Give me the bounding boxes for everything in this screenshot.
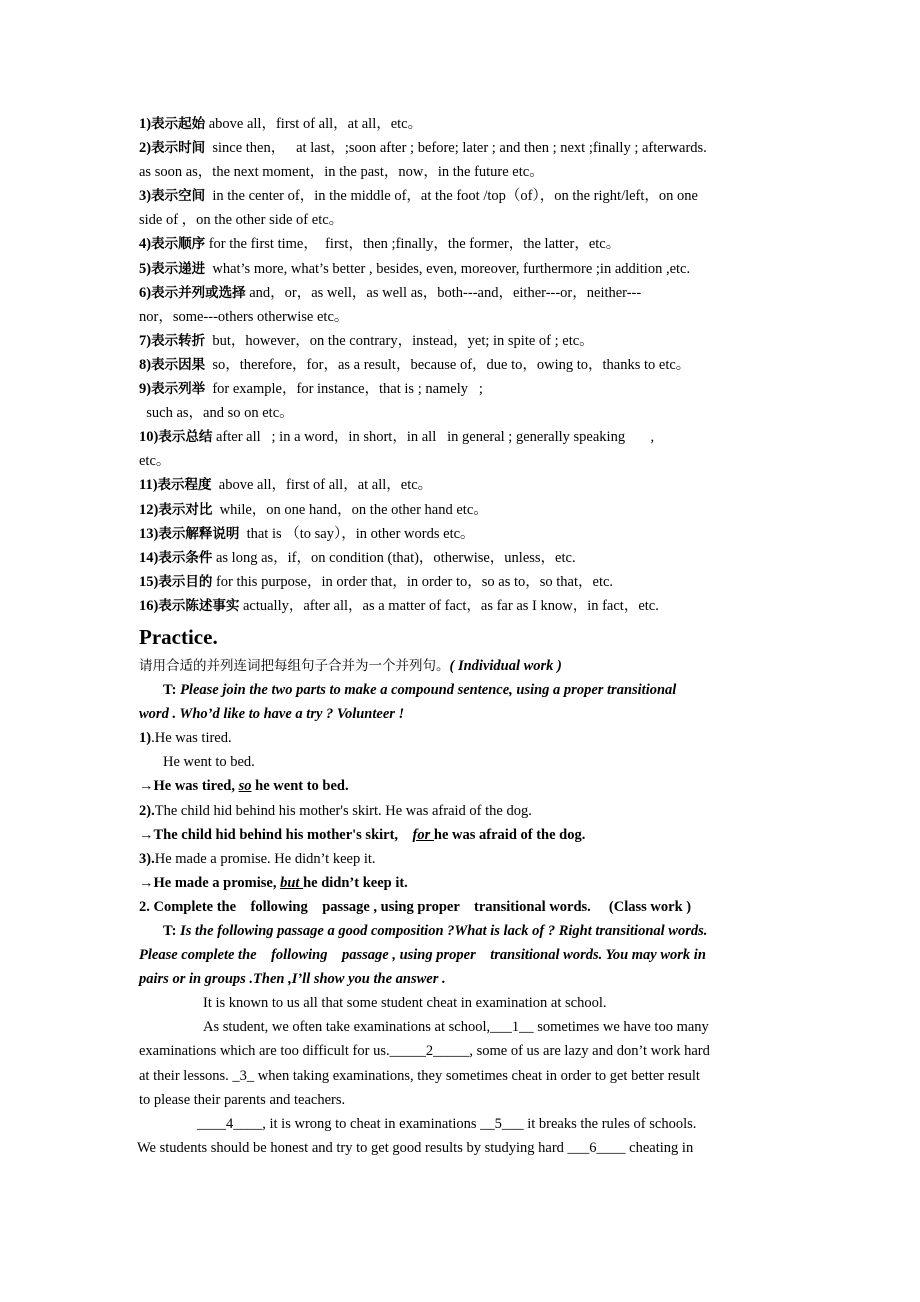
connective-category: 表示转折 [151,332,206,349]
connective-category: 表示解释说明 [158,525,240,542]
connective-continuation: as soon as，the next moment，in the past，now，in the future etc。 [139,164,544,181]
connective-number: 16) [139,597,159,614]
connective-item [139,425,784,449]
answer-conjunction: so [238,778,252,795]
document-body [139,112,784,1160]
connective-number: 8) [139,356,152,373]
connective-words: after all ; in a word，in short，in all in general ; generally speaking , [212,429,655,446]
connective-category: 表示时间 [151,140,206,157]
connective-item [139,184,784,208]
connective-item [139,329,784,353]
exercise-number: 1) [139,730,152,747]
connective-item [139,594,784,618]
passage-paragraph-3-line2: We students should be honest and try to get good results by studying hard ___6____ cheating in [137,1139,694,1156]
teacher-label: T: [163,923,177,939]
connective-number: 15) [139,573,159,590]
connective-continuation: such as，and so on etc。 [139,405,294,422]
connective-number: 3) [139,188,152,205]
connective-words: since then， at last，;soon after ; before; later ; and then ; next ;finally ; afterwards. [205,140,707,157]
connective-words: as long as，if，on condition (that)，otherwise，unless，etc. [212,549,576,566]
connective-category: 表示起始 [151,116,206,132]
connective-item [139,522,784,546]
exercise-sentence: .He was tired. [151,730,232,747]
connective-words: actually，after all，as a matter of fact，as far as I know，in fact，etc. [239,597,659,614]
connective-item [139,473,784,497]
task-2-prompt-line1 [139,919,784,943]
connective-number: 5) [139,260,152,277]
exercise-number: 3). [139,850,155,867]
answer-text: he went to bed. [251,778,349,795]
teacher-prompt-line1 [139,678,784,702]
passage-paragraph-2-line1: As student, we often take examinations at school,___1__ sometimes we have too many [203,1019,709,1036]
answer-text: he was afraid of the dog. [433,826,586,843]
connective-number: 9) [139,381,152,398]
connective-number: 13) [139,525,159,542]
connective-item [139,353,784,377]
exercise-2-answer [139,823,784,847]
connective-category: 表示陈述事实 [158,597,240,614]
answer-text: →He was tired, [139,778,239,795]
passage-paragraph-3-line1: ____4____, it is wrong to cheat in examinations __5___ it breaks the rules of schools. [197,1115,697,1132]
connective-category: 表示条件 [158,549,213,566]
exercise-3-answer [139,871,784,895]
connective-item [139,498,784,522]
instruction-cn: 请用合适的并列连词把每组句子合并为一个并列句。 [139,657,450,674]
passage-paragraph-2-line4: to please their parents and teachers. [139,1091,346,1108]
teacher-prompt-line2: word . Who’d like to have a try ? Volunteer ! [139,706,405,723]
instruction-en: ( Individual work ) [449,657,562,674]
exercise-1-b: He went to bed. [163,754,255,771]
exercise-sentence: He made a promise. He didn’t keep it. [154,850,376,867]
connective-words: for the first time， first，then ;finally，the former，the latter，etc。 [205,236,621,253]
connective-item [139,232,784,256]
connective-continuation: nor，some---others otherwise etc。 [139,308,349,325]
connective-category: 表示因果 [151,356,206,373]
task-2-title: 2. Complete the following passage , using proper transitional words. (Class work ) [139,898,692,915]
task-2-prompt-line2: Please complete the following passage , using proper transitional words. You may work in [139,947,706,964]
connective-number: 10) [139,429,159,446]
connective-words: that is （to say），in other words etc。 [239,525,475,542]
passage-paragraph-2-line3: at their lessons. _3_ when taking examinations, they sometimes cheat in order to get better result [139,1067,700,1084]
connective-continuation: side of ，on the other side of etc。 [139,212,344,229]
connective-category: 表示列举 [151,381,206,398]
connective-item [139,377,784,401]
connective-number: 12) [139,501,159,518]
connective-words: for this purpose，in order that，in order to，so as to，so that，etc. [212,573,614,590]
passage-paragraph-2-line2: examinations which are too difficult for us._____2_____, some of us are lazy and don’t work hard [139,1043,710,1060]
connective-category: 表示顺序 [151,236,206,253]
connective-category: 表示目的 [158,573,213,590]
connective-item [139,570,784,594]
teacher-prompt-text: Please join the two parts to make a compound sentence, using a proper transitional [176,682,677,699]
connective-category: 表示对比 [158,501,213,518]
task-2-prompt-line3: pairs or in groups .Then ,I’ll show you the answer . [139,971,446,988]
practice-heading: Practice. [139,624,218,649]
answer-conjunction: for [412,826,434,843]
exercise-1-a [139,726,784,750]
connective-category: 表示并列或选择 [151,284,246,301]
connective-number: 4) [139,236,152,253]
connective-continuation: etc。 [139,453,171,470]
connective-words: so，therefore，for，as a result，because of，due to，owing to，thanks to etc。 [205,356,691,373]
connective-category: 表示递进 [151,260,206,277]
exercise-2 [139,799,784,823]
answer-text: →He made a promise, [139,874,281,891]
exercise-sentence: The child hid behind his mother's skirt. He was afraid of the dog. [154,802,532,819]
connective-item [139,257,784,281]
connective-item [139,281,784,305]
connective-number: 14) [139,549,159,566]
teacher-prompt-text: Is the following passage a good composition ?What is lack of ? Right transitional words. [176,923,708,939]
exercise-1-answer [139,774,784,798]
connective-number: 1) [139,116,152,132]
exercise-3 [139,847,784,871]
connective-number: 7) [139,332,152,349]
connective-category: 表示程度 [157,477,212,494]
connective-category: 表示空间 [151,188,206,205]
connective-item [139,136,784,160]
teacher-label: T: [163,682,177,699]
connective-number: 11) [139,477,158,494]
answer-text: he didn’t keep it. [303,874,408,891]
connective-category: 表示总结 [158,429,213,446]
connective-number: 6) [139,284,152,301]
answer-text: →The child hid behind his mother's skirt, [139,826,413,843]
passage-paragraph-1: It is known to us all that some student cheat in examination at school. [203,995,607,1012]
connective-words: what’s more, what’s better , besides, even, moreover, furthermore ;in addition ,etc. [205,260,691,277]
exercise-number: 2). [139,802,155,819]
connective-words: above all，first of all，at all，etc。 [211,477,433,494]
connective-item [139,112,784,136]
answer-conjunction: but [280,874,304,891]
connective-words: above all，first of all，at all，etc。 [205,116,423,132]
connective-words: but，however，on the contrary，instead，yet; in spite of ; etc。 [205,332,594,349]
connective-words: while，on one hand，on the other hand etc。 [212,501,488,518]
connective-words: for example，for instance，that is ; namely ; [205,381,483,398]
connective-words: and，or，as well，as well as，both---and，either---or，neither--- [245,284,642,301]
practice-instruction [139,654,784,678]
connective-words: in the center of，in the middle of，at the foot /top（of），on the right/left，on one [205,188,698,205]
connective-number: 2) [139,140,152,157]
connective-list [139,112,784,618]
connective-item [139,546,784,570]
